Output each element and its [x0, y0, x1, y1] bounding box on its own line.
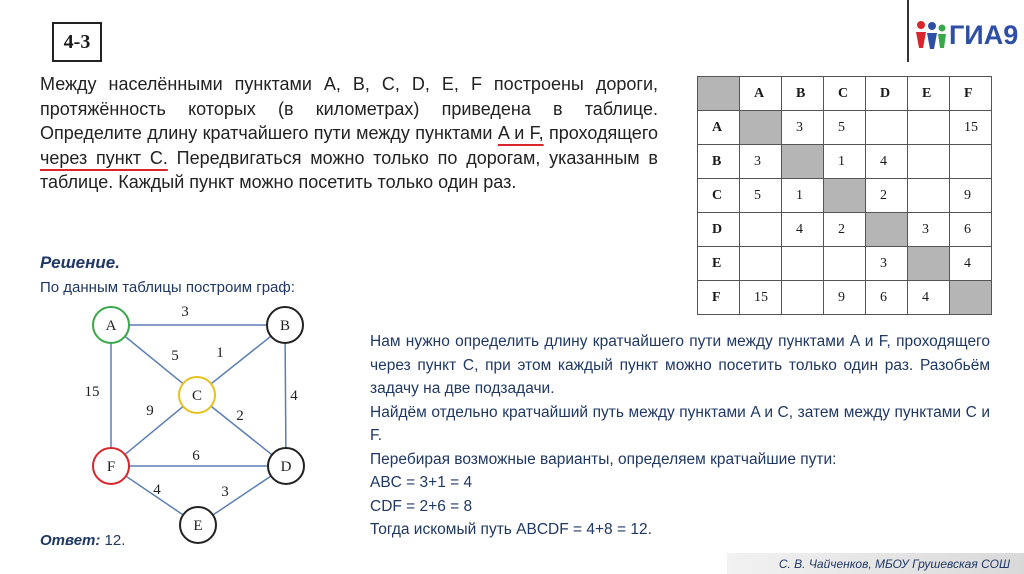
table-cell: 15 — [950, 111, 992, 145]
author-footer: С. В. Чайченков, МБОУ Грушевская СОШ — [727, 553, 1024, 574]
graph-edge-weight: 6 — [192, 448, 200, 464]
table-cell: 6 — [950, 213, 992, 247]
explanation-line: Перебирая возможные варианты, определяем кратчайшие пути: — [370, 450, 837, 468]
explanation-line: CDF = 2+6 = 8 — [370, 497, 473, 515]
table-cell: 5 — [824, 111, 866, 145]
table-cell: 4 — [908, 281, 950, 315]
graph-node-label: E — [193, 518, 203, 534]
table-row-label: D — [698, 213, 740, 247]
table-row-label: B — [698, 145, 740, 179]
graph-node-label: A — [105, 318, 117, 334]
table-cell: 2 — [824, 213, 866, 247]
table-header-cell: C — [824, 77, 866, 111]
table-cell: 5 — [740, 179, 782, 213]
answer — [40, 532, 125, 549]
table-cell: 9 — [950, 179, 992, 213]
graph-edge-b-d — [285, 325, 286, 466]
slide-number-badge: 4-3 — [52, 22, 102, 62]
table-cell: 1 — [782, 179, 824, 213]
graph-node-label: F — [106, 459, 116, 475]
table-header-cell: E — [908, 77, 950, 111]
graph-node-label: D — [280, 459, 292, 475]
explanation-line: ABC = 3+1 = 4 — [370, 474, 473, 491]
table-cell: 3 — [740, 145, 782, 179]
graph-edge-weight: 4 — [153, 482, 161, 498]
table-row-label: A — [698, 111, 740, 145]
table-cell: 3 — [866, 247, 908, 281]
problem-underline-c: через пункт C. — [40, 147, 168, 168]
explanation-line: Нам нужно определить длину кратчайшего пути между пунктами A и F, проходящего через пункт C, при этом каждый пункт можно посетить только один раз. Разобьём задачу на две подзадачи. — [370, 333, 990, 397]
solution-subtitle: По данным таблицы построим граф: — [40, 279, 295, 296]
table-cell: 3 — [908, 213, 950, 247]
problem-text-2: проходящего — [543, 123, 659, 143]
answer-label: Ответ: — [40, 532, 101, 549]
table-header-cell: D — [866, 77, 908, 111]
table-row-label: E — [698, 247, 740, 281]
answer-value: 12. — [100, 532, 126, 549]
table-cell: 4 — [782, 213, 824, 247]
table-cell: 3 — [782, 111, 824, 145]
table-row-label: C — [698, 179, 740, 213]
graph-node-label: C — [191, 388, 203, 404]
graph-edge-weight: 5 — [171, 348, 179, 364]
solution-title: Решение. — [40, 253, 120, 272]
problem-text-1: Между населёнными пунктами A, B, C, D, E, F построены дороги, протяжённость которых (в километрах) приведена в таблице. Определите длину кратчайшего пути между пунктами — [40, 74, 658, 143]
table-cell: 15 — [740, 281, 782, 315]
table-cell: 9 — [824, 281, 866, 315]
explanation-line: Тогда искомый путь ABCDF = 4+8 = 12. — [370, 521, 652, 538]
table-cell: 4 — [866, 145, 908, 179]
table-cell: 6 — [866, 281, 908, 315]
problem-text-3: Передвигаться можно только по дорогам, указанным в таблице. Каждый пункт можно посетить только один раз. — [40, 147, 658, 192]
table-cell: 2 — [866, 179, 908, 213]
table-cell: 4 — [950, 247, 992, 281]
problem-underline-af: A и F, — [497, 123, 544, 143]
table-header-cell: A — [740, 77, 782, 111]
graph-edge-weight: 3 — [221, 484, 229, 500]
table-header-cell: F — [950, 77, 992, 111]
table-cell: 1 — [824, 145, 866, 179]
explanation-line: Найдём отдельно кратчайший путь между пунктами A и C, затем между пунктами C и F. — [370, 403, 990, 444]
graph-edge-weight: 15 — [84, 384, 100, 400]
graph-node-label: B — [279, 318, 291, 334]
graph-edge-weight: 2 — [236, 408, 244, 424]
graph-edge-weight: 9 — [146, 403, 154, 419]
graph-edge-weight: 3 — [181, 304, 189, 320]
logo-text: ГИА9 — [949, 19, 1019, 50]
explanation-text — [370, 330, 990, 542]
table-row-label: F — [698, 281, 740, 315]
graph-edge-weight: 4 — [290, 388, 298, 404]
table-header-cell: B — [782, 77, 824, 111]
graph-edge-weight: 1 — [216, 345, 224, 361]
